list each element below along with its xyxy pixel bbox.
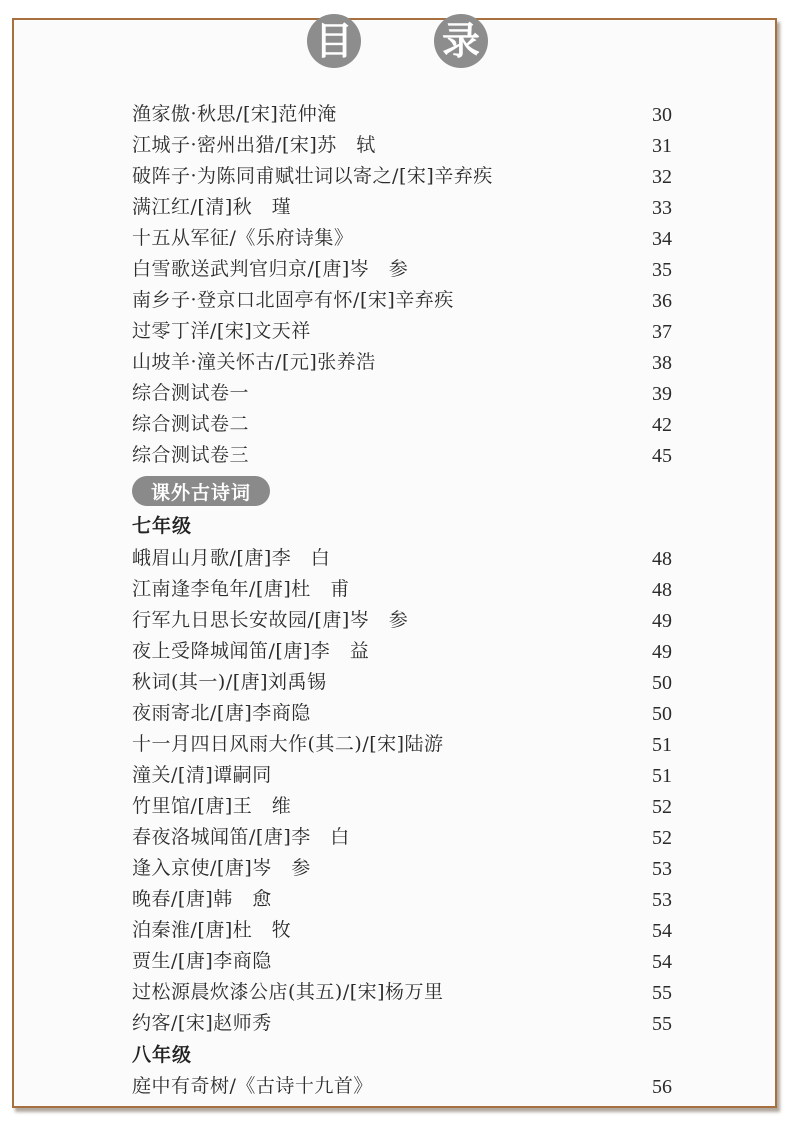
toc-entry-page-number: 52 [652, 826, 672, 849]
toc-entry[interactable] [132, 190, 672, 220]
toc-entry-title: 行军九日思长安故园/[唐]岑 参 [132, 608, 409, 631]
toc-entry-page-number: 36 [652, 289, 672, 312]
toc-entry-title: 贾生/[唐]李商隐 [132, 949, 272, 972]
toc-entry-title: 白雪歌送武判官归京/[唐]岑 参 [132, 257, 409, 280]
toc-entry-page-number: 56 [652, 1075, 672, 1098]
toc-entry-title: 竹里馆/[唐]王 维 [132, 794, 292, 817]
toc-entry-page-number: 54 [652, 950, 672, 973]
toc-entry-title: 南乡子·登京口北固亭有怀/[宋]辛弃疾 [132, 288, 454, 311]
toc-entry[interactable] [132, 221, 672, 251]
toc-entry-title: 江城子·密州出猎/[宋]苏 轼 [132, 133, 376, 156]
toc-entry-page-number: 55 [652, 1012, 672, 1035]
toc-entry-page-number: 52 [652, 795, 672, 818]
toc-entry-page-number: 50 [652, 702, 672, 725]
toc-entry-page-number: 32 [652, 165, 672, 188]
toc-entry-page-number: 48 [652, 578, 672, 601]
toc-entry[interactable] [132, 541, 672, 571]
toc-entry[interactable] [132, 252, 672, 282]
toc-entry[interactable] [132, 975, 672, 1005]
toc-entry-title: 江南逢李龟年/[唐]杜 甫 [132, 577, 350, 600]
toc-entry[interactable] [132, 882, 672, 912]
toc-entry-title: 综合测试卷一 [132, 381, 250, 404]
toc-entry-page-number: 38 [652, 351, 672, 374]
toc-entry-title: 过零丁洋/[宋]文天祥 [132, 319, 311, 342]
toc-entry[interactable] [132, 913, 672, 943]
toc-entry-title: 渔家傲·秋思/[宋]范仲淹 [132, 102, 337, 125]
toc-entry-title: 综合测试卷三 [132, 443, 250, 466]
toc-entry[interactable] [132, 603, 672, 633]
toc-entry-page-number: 53 [652, 888, 672, 911]
toc-entry-title: 晚春/[唐]韩 愈 [132, 887, 272, 910]
toc-entry-page-number: 39 [652, 382, 672, 405]
toc-entry[interactable] [132, 407, 672, 437]
toc-entry-page-number: 33 [652, 196, 672, 219]
toc-entry[interactable] [132, 944, 672, 974]
toc-entry-page-number: 50 [652, 671, 672, 694]
toc-entry[interactable] [132, 572, 672, 602]
toc-entry-page-number: 30 [652, 103, 672, 126]
toc-entry-title: 庭中有奇树/《古诗十九首》 [132, 1074, 373, 1097]
grade-heading-seventh: 七年级 [132, 514, 193, 537]
toc-entry-title: 十一月四日风雨大作(其二)/[宋]陆游 [132, 732, 444, 755]
toc-entry-title: 满江红/[清]秋 瑾 [132, 195, 292, 218]
toc-entry-title: 破阵子·为陈同甫赋壮词以寄之/[宋]辛弃疾 [132, 164, 493, 187]
toc-entry-title: 泊秦淮/[唐]杜 牧 [132, 918, 292, 941]
toc-entry-title: 过松源晨炊漆公店(其五)/[宋]杨万里 [132, 980, 444, 1003]
toc-entry[interactable] [132, 851, 672, 881]
toc-page [12, 18, 777, 1108]
toc-title-char: 目 [307, 14, 361, 68]
toc-entry[interactable] [132, 97, 672, 127]
toc-entry-page-number: 42 [652, 413, 672, 436]
toc-entry-page-number: 54 [652, 919, 672, 942]
toc-entry[interactable] [132, 376, 672, 406]
toc-entry-title: 逢入京使/[唐]岑 参 [132, 856, 311, 879]
toc-entry[interactable] [132, 820, 672, 850]
toc-entry-title: 秋词(其一)/[唐]刘禹锡 [132, 670, 327, 693]
toc-entry-page-number: 55 [652, 981, 672, 1004]
toc-entry-page-number: 51 [652, 733, 672, 756]
toc-entry-page-number: 35 [652, 258, 672, 281]
toc-entry[interactable] [132, 345, 672, 375]
toc-entry[interactable] [132, 1069, 672, 1099]
toc-entry[interactable] [132, 314, 672, 344]
toc-entry[interactable] [132, 696, 672, 726]
toc-entry-title: 约客/[宋]赵师秀 [132, 1011, 272, 1034]
toc-entry-title: 综合测试卷二 [132, 412, 250, 435]
toc-entry-page-number: 48 [652, 547, 672, 570]
toc-entry-page-number: 31 [652, 134, 672, 157]
toc-entry[interactable] [132, 665, 672, 695]
toc-entry[interactable] [132, 283, 672, 313]
toc-entry-title: 山坡羊·潼关怀古/[元]张养浩 [132, 350, 376, 373]
section-badge-extracurricular: 课外古诗词 [132, 476, 270, 506]
toc-entry[interactable] [132, 758, 672, 788]
toc-entry[interactable] [132, 128, 672, 158]
toc-entry-page-number: 45 [652, 444, 672, 467]
toc-entry-title: 夜上受降城闻笛/[唐]李 益 [132, 639, 370, 662]
toc-list [14, 20, 775, 1106]
toc-entry[interactable] [132, 727, 672, 757]
toc-entry-page-number: 49 [652, 609, 672, 632]
toc-entry-page-number: 34 [652, 227, 672, 250]
toc-entry-title: 峨眉山月歌/[唐]李 白 [132, 546, 331, 569]
toc-entry[interactable] [132, 1006, 672, 1036]
toc-entry[interactable] [132, 438, 672, 468]
toc-entry-title: 十五从军征/《乐府诗集》 [132, 226, 354, 249]
toc-entry-page-number: 51 [652, 764, 672, 787]
grade-heading-eighth: 八年级 [132, 1043, 193, 1066]
toc-entry-page-number: 37 [652, 320, 672, 343]
toc-entry-title: 春夜洛城闻笛/[唐]李 白 [132, 825, 350, 848]
toc-entry-page-number: 49 [652, 640, 672, 663]
toc-entry-title: 潼关/[清]谭嗣同 [132, 763, 272, 786]
toc-entry-page-number: 53 [652, 857, 672, 880]
toc-entry-title: 夜雨寄北/[唐]李商隐 [132, 701, 311, 724]
toc-entry[interactable] [132, 159, 672, 189]
toc-title-char: 录 [434, 14, 488, 68]
toc-entry[interactable] [132, 789, 672, 819]
toc-entry[interactable] [132, 634, 672, 664]
